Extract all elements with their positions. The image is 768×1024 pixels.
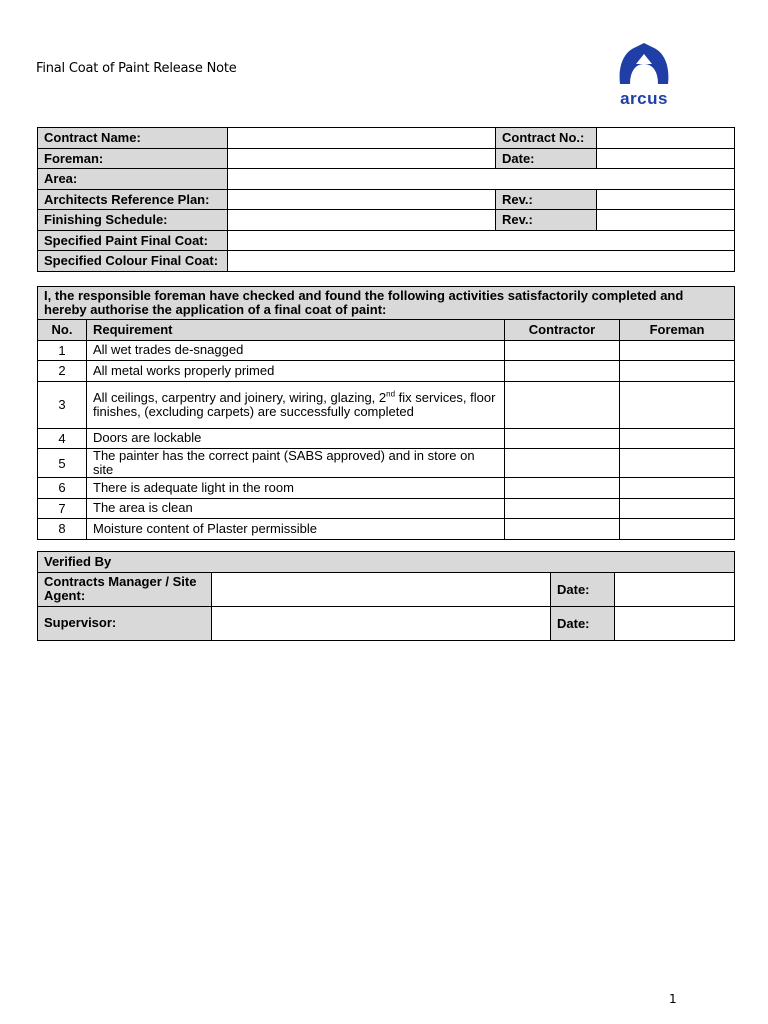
document-title: Final Coat of Paint Release Note bbox=[36, 61, 237, 76]
foreman-check-cell[interactable] bbox=[620, 428, 735, 449]
date-field[interactable] bbox=[615, 606, 735, 640]
requirement-text: All metal works properly primed bbox=[87, 361, 505, 382]
paint-final-coat-label: Specified Paint Final Coat: bbox=[38, 230, 228, 251]
colour-final-coat-field[interactable] bbox=[228, 251, 735, 272]
col-no-header: No. bbox=[38, 320, 87, 341]
date-label: Date: bbox=[496, 148, 597, 169]
table-row bbox=[38, 428, 735, 449]
table-row bbox=[38, 478, 735, 499]
arch-ref-plan-label: Architects Reference Plan: bbox=[38, 189, 228, 210]
supervisor-label: Supervisor: bbox=[38, 606, 212, 640]
requirement-text: All wet trades de-snagged bbox=[87, 340, 505, 361]
row-number: 4 bbox=[38, 428, 87, 449]
table-row bbox=[38, 148, 735, 169]
finishing-schedule-label: Finishing Schedule: bbox=[38, 210, 228, 231]
foreman-field[interactable] bbox=[228, 148, 496, 169]
table-row bbox=[38, 606, 735, 640]
foreman-check-cell[interactable] bbox=[620, 478, 735, 499]
verification-table bbox=[37, 551, 735, 641]
paint-final-coat-field[interactable] bbox=[228, 230, 735, 251]
table-row bbox=[38, 210, 735, 231]
requirement-text: The area is clean bbox=[87, 498, 505, 519]
table-row bbox=[38, 519, 735, 540]
table-row bbox=[38, 287, 735, 320]
foreman-check-cell[interactable] bbox=[620, 340, 735, 361]
contractor-check-cell[interactable] bbox=[505, 498, 620, 519]
rev-field[interactable] bbox=[597, 189, 735, 210]
finishing-schedule-field[interactable] bbox=[228, 210, 496, 231]
requirement-text: Doors are lockable bbox=[87, 428, 505, 449]
row-number: 7 bbox=[38, 498, 87, 519]
table-row bbox=[38, 361, 735, 382]
area-field[interactable] bbox=[228, 169, 735, 190]
foreman-check-cell[interactable] bbox=[620, 519, 735, 540]
requirement-text bbox=[87, 381, 505, 428]
date-label: Date: bbox=[551, 606, 615, 640]
superscript: nd bbox=[386, 389, 396, 399]
contractor-check-cell[interactable] bbox=[505, 478, 620, 499]
contract-name-label: Contract Name: bbox=[38, 128, 228, 149]
contractor-check-cell[interactable] bbox=[505, 340, 620, 361]
date-label: Date: bbox=[551, 572, 615, 606]
contracts-manager-label: Contracts Manager / Site Agent: bbox=[38, 572, 212, 606]
col-foreman-header: Foreman bbox=[620, 320, 735, 341]
requirement-text-part: All ceilings, carpentry and joinery, wiring, glazing, 2 bbox=[93, 389, 387, 405]
row-number: 8 bbox=[38, 519, 87, 540]
foreman-check-cell[interactable] bbox=[620, 498, 735, 519]
row-number: 3 bbox=[38, 381, 87, 428]
logo-wordmark: arcus bbox=[620, 89, 668, 108]
foreman-check-cell[interactable] bbox=[620, 361, 735, 382]
table-row bbox=[38, 572, 735, 606]
rev-label: Rev.: bbox=[496, 210, 597, 231]
requirement-text: There is adequate light in the room bbox=[87, 478, 505, 499]
contractor-check-cell[interactable] bbox=[505, 381, 620, 428]
table-row bbox=[38, 340, 735, 361]
table-row bbox=[38, 251, 735, 272]
contractor-check-cell[interactable] bbox=[505, 428, 620, 449]
rev-label: Rev.: bbox=[496, 189, 597, 210]
foreman-check-cell[interactable] bbox=[620, 381, 735, 428]
table-header-row bbox=[38, 320, 735, 341]
contracts-manager-signature-field[interactable] bbox=[212, 572, 551, 606]
contractor-check-cell[interactable] bbox=[505, 449, 620, 478]
requirements-intro: I, the responsible foreman have checked and found the following activities satisfactorily completed and hereby authorise the application of a final coat of paint: bbox=[38, 287, 735, 320]
supervisor-signature-field[interactable] bbox=[212, 606, 551, 640]
table-row bbox=[38, 189, 735, 210]
contractor-check-cell[interactable] bbox=[505, 361, 620, 382]
colour-final-coat-label: Specified Colour Final Coat: bbox=[38, 251, 228, 272]
table-row bbox=[38, 552, 735, 573]
col-contractor-header: Contractor bbox=[505, 320, 620, 341]
requirement-text-part: fix services, floor finishes, (excluding carpets) are successfully completed bbox=[93, 389, 496, 419]
arcus-logo bbox=[606, 42, 682, 110]
date-field[interactable] bbox=[597, 148, 735, 169]
row-number: 2 bbox=[38, 361, 87, 382]
page-number: 1 bbox=[669, 992, 677, 1006]
contract-no-label: Contract No.: bbox=[496, 128, 597, 149]
requirement-text: Moisture content of Plaster permissible bbox=[87, 519, 505, 540]
row-number: 6 bbox=[38, 478, 87, 499]
table-row bbox=[38, 128, 735, 149]
table-row bbox=[38, 449, 735, 478]
contractor-check-cell[interactable] bbox=[505, 519, 620, 540]
requirements-table bbox=[37, 286, 735, 540]
table-row bbox=[38, 381, 735, 428]
row-number: 5 bbox=[38, 449, 87, 478]
date-field[interactable] bbox=[615, 572, 735, 606]
verified-by-heading: Verified By bbox=[38, 552, 735, 573]
table-row bbox=[38, 230, 735, 251]
contract-no-field[interactable] bbox=[597, 128, 735, 149]
requirement-text: The painter has the correct paint (SABS approved) and in store on site bbox=[87, 449, 505, 478]
table-row bbox=[38, 498, 735, 519]
col-requirement-header: Requirement bbox=[87, 320, 505, 341]
row-number: 1 bbox=[38, 340, 87, 361]
contract-name-field[interactable] bbox=[228, 128, 496, 149]
foreman-label: Foreman: bbox=[38, 148, 228, 169]
table-row bbox=[38, 169, 735, 190]
rev-field[interactable] bbox=[597, 210, 735, 231]
arcus-arch-icon bbox=[606, 42, 682, 88]
contract-info-table bbox=[37, 127, 735, 272]
area-label: Area: bbox=[38, 169, 228, 190]
foreman-check-cell[interactable] bbox=[620, 449, 735, 478]
arch-ref-plan-field[interactable] bbox=[228, 189, 496, 210]
